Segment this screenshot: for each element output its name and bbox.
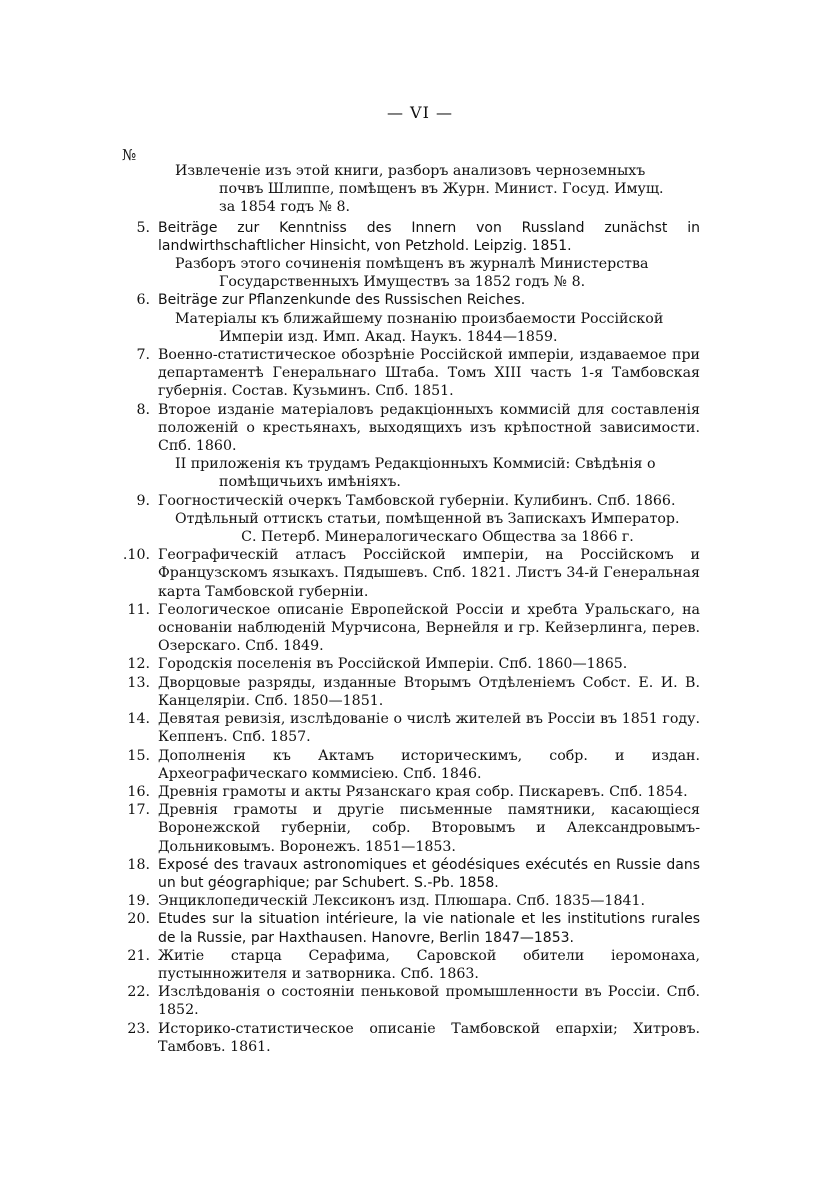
entry-number: 20. bbox=[127, 911, 150, 928]
entry-note bbox=[100, 510, 700, 546]
entry-text: Etudes sur la situation intérieure, la vie nationale et les institutions rurales de la Russie, par Haxthausen. Hanovre, Berlin 1847—1853. bbox=[158, 911, 700, 946]
entry-text: Exposé des travaux astronomiques et géodésiques exécutés en Russie dans un but géographique; par Schubert. S.-Pb. 1858. bbox=[158, 856, 700, 891]
entry-text: Beiträge zur Pflanzenkunde des Russischen Reiches. bbox=[158, 292, 526, 309]
entry-number: 23. bbox=[127, 1020, 150, 1037]
entry-number: 5. bbox=[136, 219, 150, 236]
entry-text: Городскія поселенія въ Россійской Имперіи. Спб. 1860—1865. bbox=[158, 656, 628, 673]
entry-text: Гоогностическій очеркъ Тамбовской губерніи. Кулибинъ. Спб. 1866. bbox=[158, 492, 676, 509]
entry-number: 9. bbox=[136, 492, 150, 509]
list-item bbox=[100, 346, 700, 401]
note-line: Матеріалы къ ближайшему познанію произбаемости Россійской bbox=[175, 310, 664, 327]
list-item bbox=[100, 856, 700, 892]
entry-text: Житіе старца Серафима, Саровской обители іеромонаха, пустынножителя и затворника. Спб. 1863. bbox=[158, 947, 700, 982]
preface-note bbox=[100, 162, 700, 217]
entry-text: Военно-статистическое обозрѣніе Россійской имперіи, издаваемое при департаментѣ Генеральнаго Штаба. Томъ XIII часть 1-я Тамбовская губернія. Состав. Кузьминъ. Спб. 1851. bbox=[158, 347, 700, 400]
preface-line: Извлеченіе изъ этой книги, разборъ анализовъ черноземныхъ bbox=[175, 163, 646, 179]
entry-note bbox=[100, 310, 700, 346]
entry-text: Второе изданіе матеріаловъ редакціонныхъ коммисій для составленія положеній о крестьянахъ, выходящихъ изъ крѣпостной зависимости. Спб. 1860. bbox=[158, 401, 700, 455]
note-line: помѣщичьихъ имѣніяхъ. bbox=[219, 474, 401, 491]
list-item bbox=[100, 801, 700, 856]
entry-number: 7. bbox=[136, 347, 150, 364]
entry-text: Изслѣдованія о состояніи пеньковой промышленности въ Россіи. Спб. 1852. bbox=[158, 984, 700, 1019]
entry-text: Древнія грамоты и акты Рязанскаго края собр. Пискаревъ. Спб. 1854. bbox=[158, 783, 688, 800]
entry-text: Девятая ревизія, изслѣдованіе о числѣ жителей въ Россіи въ 1851 году. Кеппенъ. Спб. 1857. bbox=[158, 711, 700, 746]
entry-text: Древнія грамоты и другіе письменные памятники, касающіеся Воронежской губерніи, собр. Второвымъ и Александровымъ-Дольниковымъ. Воронежъ. 1851—1853. bbox=[158, 802, 700, 855]
preface-line: за 1854 годъ № 8. bbox=[219, 199, 351, 216]
entry-number: 15. bbox=[127, 747, 150, 764]
list-item bbox=[100, 546, 700, 601]
list-item bbox=[100, 710, 700, 746]
list-item bbox=[100, 892, 700, 910]
entry-number: 12. bbox=[127, 656, 150, 673]
entry-number: 14. bbox=[127, 711, 150, 728]
list-item bbox=[100, 601, 700, 656]
entry-number: 16. bbox=[127, 783, 150, 800]
number-sign: № bbox=[122, 146, 137, 164]
entry-text: Дополненія къ Актамъ историческимъ, собр. и издан. Археографическаго коммисіею. Спб. 1846. bbox=[158, 747, 700, 782]
entry-number: 19. bbox=[127, 893, 150, 910]
entry-number: 6. bbox=[136, 292, 150, 309]
page-number-header: — VI — bbox=[386, 103, 454, 122]
list-item bbox=[100, 219, 700, 255]
note-line: Государственныхъ Имуществъ за 1852 годъ № 8. bbox=[219, 274, 586, 291]
list-item bbox=[100, 783, 700, 801]
list-item bbox=[100, 1020, 700, 1056]
entry-number: 22. bbox=[127, 984, 150, 1001]
entry-note bbox=[100, 255, 700, 291]
list-item bbox=[100, 983, 700, 1019]
entry-text: Beiträge zur Kenntniss des Innern von Russland zunächst in landwirthschaftlicher Hinsicht, von Petzhold. Leipzig. 1851. bbox=[158, 219, 700, 254]
entry-text: Энциклопедическій Лексиконъ изд. Плюшара. Спб. 1835—1841. bbox=[158, 893, 646, 910]
list-item bbox=[100, 674, 700, 710]
entry-text: Географическій атласъ Россійской имперіи, на Россійскомъ и Французскомъ языкахъ. Пядышевъ. Спб. 1821. Листъ 34-й Генеральная карта Тамбовской губерніи. bbox=[158, 547, 700, 600]
preface-line: почвъ Шлиппе, помѣщенъ въ Журн. Минист. Госуд. Имущ. bbox=[219, 181, 664, 198]
entry-number: 17. bbox=[127, 802, 150, 819]
list-item bbox=[100, 747, 700, 783]
entry-text: Дворцовые разряды, изданные Вторымъ Отдѣленіемъ Собст. Е. И. В. Канцеляріи. Спб. 1850—1851. bbox=[158, 674, 700, 709]
note-line: Имперіи изд. Имп. Акад. Наукъ. 1844—1859. bbox=[219, 328, 558, 345]
bibliography-list bbox=[100, 162, 700, 1056]
note-line: С. Петерб. Минералогическаго Общества за 1866 г. bbox=[241, 529, 634, 546]
list-item bbox=[100, 910, 700, 946]
entry-number: 21. bbox=[127, 947, 150, 964]
entry-number: 11. bbox=[127, 601, 150, 618]
entry-text: Историко-статистическое описаніе Тамбовской епархіи; Хитровъ. Тамбовъ. 1861. bbox=[158, 1020, 700, 1055]
entry-text: Геологическое описаніе Европейской Россіи и хребта Уральскаго, на основаніи наблюденій Мурчисона, Вернейля и гр. Кейзерлинга, перев. Озерскаго. Спб. 1849. bbox=[158, 601, 700, 655]
list-item bbox=[100, 492, 700, 510]
entry-number: 13. bbox=[127, 674, 150, 691]
list-item bbox=[100, 947, 700, 983]
entry-number: 18. bbox=[127, 856, 150, 873]
note-line: II приложенія къ трудамъ Редакціонныхъ Коммисій: Свѣдѣнія о bbox=[175, 456, 656, 473]
list-item bbox=[100, 291, 700, 309]
entry-note bbox=[100, 455, 700, 491]
note-line: Отдѣльный оттискъ статьи, помѣщенной въ Запискахъ Император. bbox=[175, 510, 680, 527]
entry-number: 8. bbox=[136, 401, 150, 418]
entry-number: .10. bbox=[122, 547, 150, 564]
list-item bbox=[100, 401, 700, 456]
list-item bbox=[100, 655, 700, 673]
note-line: Разборъ этого сочиненія помѣщенъ въ журналѣ Министерства bbox=[175, 256, 649, 273]
